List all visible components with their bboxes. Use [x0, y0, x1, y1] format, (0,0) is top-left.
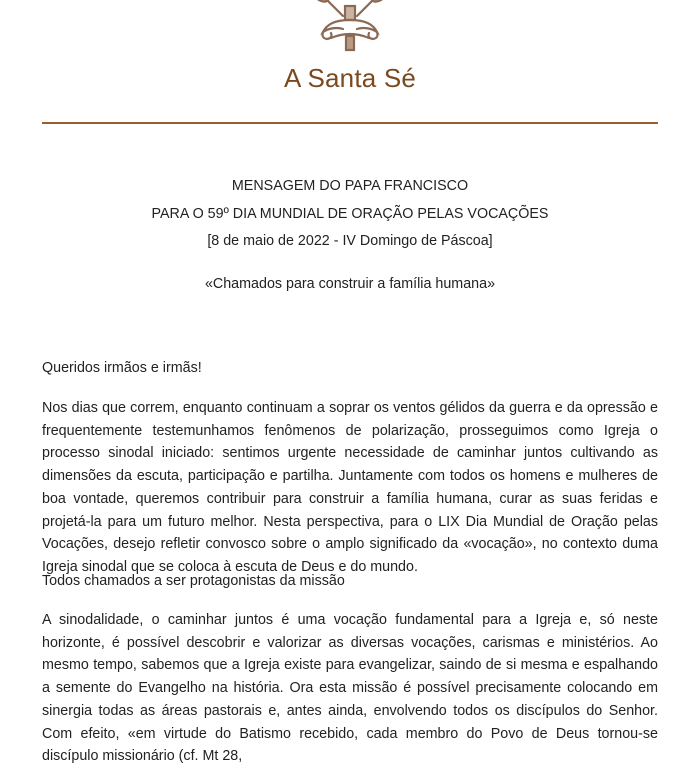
greeting: Queridos irmãos e irmãs!: [42, 360, 202, 376]
holy-see-emblem-icon: [305, 0, 395, 54]
paragraph: Nos dias que correm, enquanto continuam a soprar os ventos gélidos da guerra e da opressão e frequentemente testemunhamos fenômenos de polarização, prosseguimos como Igreja o processo sinodal iniciado: sentimos urgente necessidade de caminhar juntos cultivando as dimensões da escuta, participação e partilha. Juntamente com todos os homens e mulheres de boa vontade, queremos contribuir para construir a família humana, curar as suas feridas e projetá-la para um futuro melhor. Nesta perspectiva, para o LIX Dia Mundial de Oração pelas Vocações, desejo refletir convosco sobre o amplo significado da «vocação», no contexto duma Igreja sinodal que se coloca à escuta de Deus e do mundo.: [42, 400, 658, 575]
paragraph: A sinodalidade, o caminhar juntos é uma vocação fundamental para a Igreja e, só neste horizonte, é possível descobrir e valorizar as diversas vocações, carismas e ministérios. Ao mesmo tempo, sabemos que a Igreja existe para evangelizar, saindo de si mesma e espalhando a semente do Evangelho na história. Ora esta missão é possível precisamente colocando em sinergia todas as áreas pastorais e, antes ainda, envolvendo todos os discípulos do Senhor. Com efeito, «em virtude do Batismo recebido, cada membro do Povo de Deus tornou-se discípulo missionário (cf. Mt 28,: [42, 612, 658, 765]
message-date: [8 de maio de 2022 - IV Domingo de Páscoa]: [207, 233, 493, 249]
message-subheading: PARA O 59º DIA MUNDIAL DE ORAÇÃO PELAS VOCAÇÕES: [151, 206, 549, 222]
message-theme: «Chamados para construir a família humana»: [204, 276, 496, 292]
site-title[interactable]: A Santa Sé: [283, 63, 417, 93]
section-heading: Todos chamados a ser protagonistas da missão: [42, 573, 345, 589]
header-divider: [42, 122, 658, 124]
message-heading: MENSAGEM DO PAPA FRANCISCO: [231, 178, 469, 194]
